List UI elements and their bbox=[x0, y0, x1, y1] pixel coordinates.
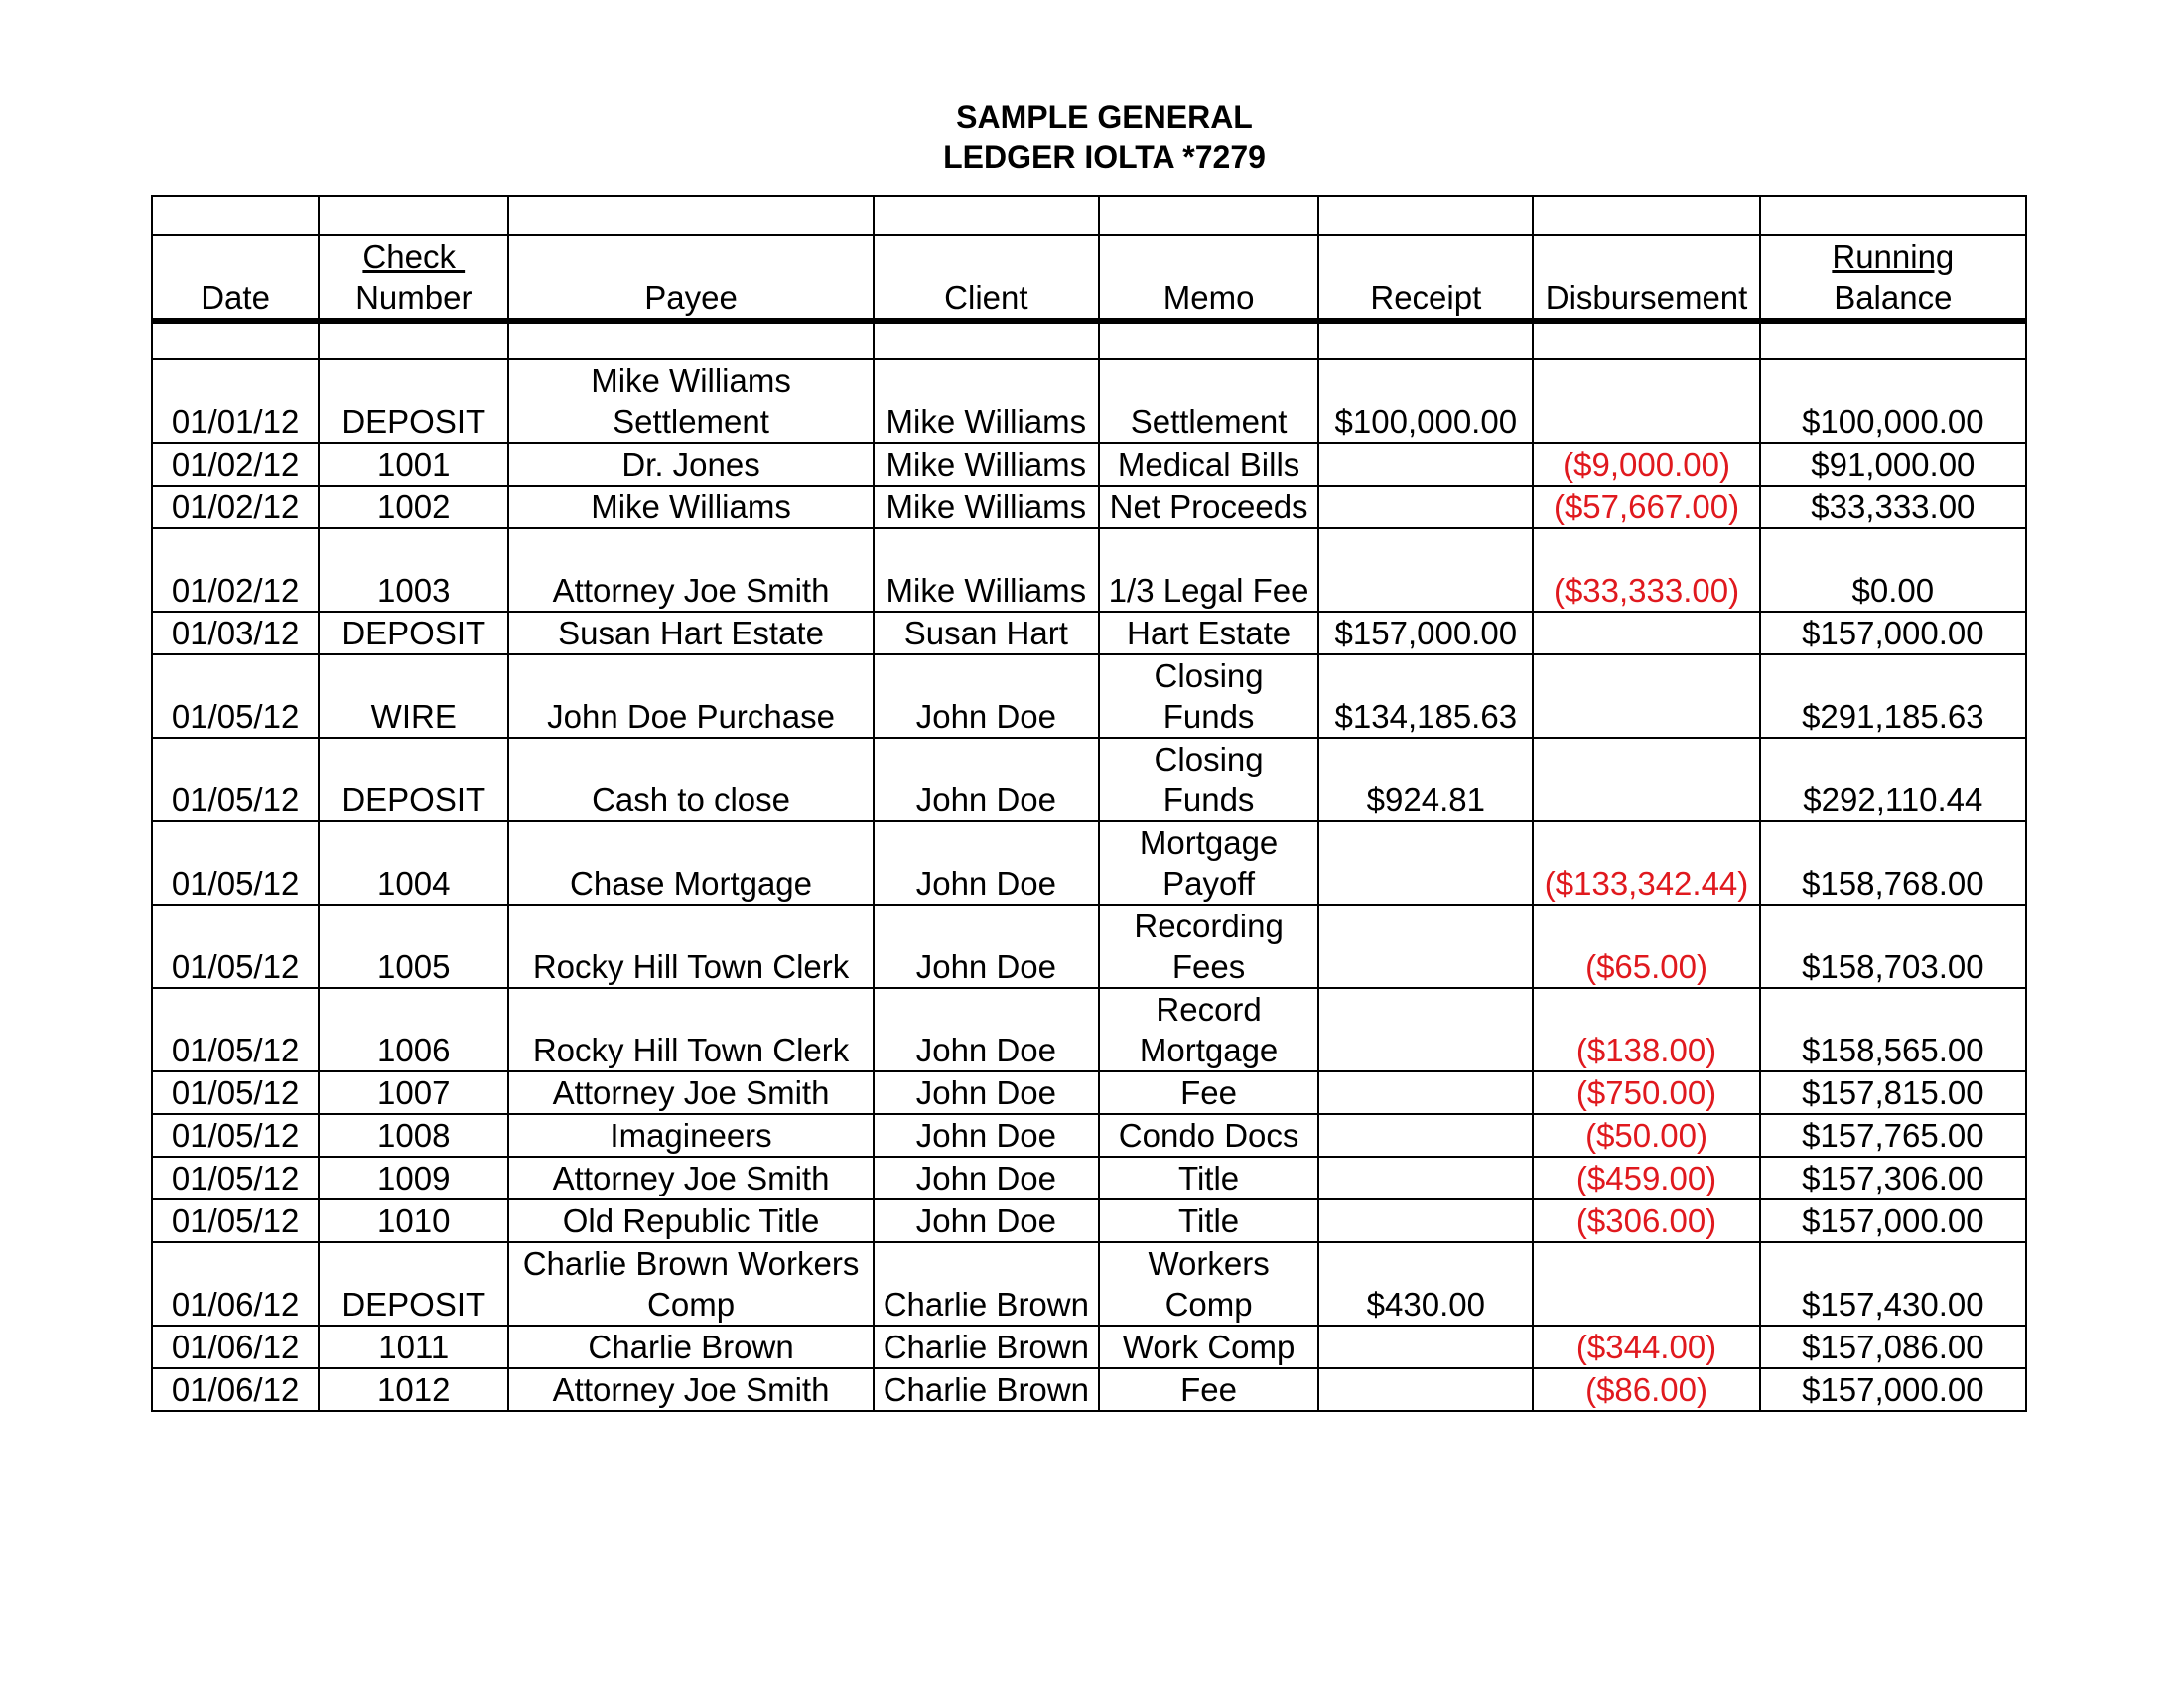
cell-check: DEPOSIT bbox=[319, 612, 508, 654]
cell-payee bbox=[508, 905, 873, 988]
cell-memo bbox=[1099, 1071, 1318, 1114]
cell-date: 01/02/12 bbox=[152, 486, 319, 528]
table-row bbox=[152, 905, 2026, 988]
cell-balance: $157,000.00 bbox=[1760, 1199, 2026, 1242]
cell-memo-top: Recording bbox=[1134, 908, 1284, 944]
cell-disbursement bbox=[1533, 1242, 1759, 1326]
cell-memo-text: Hart Estate bbox=[1127, 615, 1292, 651]
cell-payee bbox=[508, 1242, 873, 1326]
table-row bbox=[152, 486, 2026, 528]
top-spacer-row bbox=[152, 196, 2026, 235]
cell-payee bbox=[508, 528, 873, 612]
table-row bbox=[152, 359, 2026, 443]
cell-payee bbox=[508, 1326, 873, 1368]
cell-disbursement: ($9,000.00) bbox=[1533, 443, 1759, 486]
cell-balance: $157,000.00 bbox=[1760, 1368, 2026, 1411]
cell-payee-text: Comp bbox=[647, 1286, 736, 1323]
cell-check: 1008 bbox=[319, 1114, 508, 1157]
cell-balance: $157,086.00 bbox=[1760, 1326, 2026, 1368]
header-date: Date bbox=[152, 235, 319, 321]
cell-receipt bbox=[1318, 1368, 1533, 1411]
cell-check: 1012 bbox=[319, 1368, 508, 1411]
cell-memo-text: Title bbox=[1178, 1202, 1240, 1239]
cell-receipt: $134,185.63 bbox=[1318, 654, 1533, 738]
cell-payee bbox=[508, 738, 873, 821]
cell-balance: $158,703.00 bbox=[1760, 905, 2026, 988]
cell-balance: $157,306.00 bbox=[1760, 1157, 2026, 1199]
table-row bbox=[152, 988, 2026, 1071]
cell-balance: $158,768.00 bbox=[1760, 821, 2026, 905]
cell-payee bbox=[508, 1368, 873, 1411]
cell-disbursement: ($33,333.00) bbox=[1533, 528, 1759, 612]
cell-receipt bbox=[1318, 821, 1533, 905]
cell-receipt bbox=[1318, 528, 1533, 612]
cell-memo bbox=[1099, 905, 1318, 988]
cell-memo-text: Comp bbox=[1164, 1286, 1253, 1323]
cell-memo-text: Work Comp bbox=[1122, 1329, 1296, 1365]
cell-memo bbox=[1099, 612, 1318, 654]
cell-check: WIRE bbox=[319, 654, 508, 738]
cell-disbursement: ($133,342.44) bbox=[1533, 821, 1759, 905]
cell-payee-text: Attorney Joe Smith bbox=[552, 1371, 830, 1408]
table-row bbox=[152, 1199, 2026, 1242]
cell-client: Charlie Brown bbox=[874, 1368, 1099, 1411]
cell-memo-top: Mortgage bbox=[1139, 824, 1279, 861]
header-client: Client bbox=[874, 235, 1099, 321]
cell-receipt: $100,000.00 bbox=[1318, 359, 1533, 443]
cell-disbursement: ($750.00) bbox=[1533, 1071, 1759, 1114]
cell-client: Susan Hart bbox=[874, 612, 1099, 654]
table-row bbox=[152, 1114, 2026, 1157]
cell-check: 1005 bbox=[319, 905, 508, 988]
cell-memo-text: Net Proceeds bbox=[1109, 489, 1308, 525]
cell-memo-top: Closing bbox=[1154, 741, 1264, 777]
cell-payee-top: Charlie Brown Workers bbox=[522, 1245, 860, 1282]
title-line-1: SAMPLE GENERAL bbox=[956, 99, 1253, 135]
cell-memo bbox=[1099, 1242, 1318, 1326]
cell-memo-text: 1/3 Legal Fee bbox=[1108, 572, 1309, 609]
cell-payee-text: Rocky Hill Town Clerk bbox=[532, 948, 850, 985]
cell-receipt bbox=[1318, 1199, 1533, 1242]
cell-receipt bbox=[1318, 486, 1533, 528]
ledger-title bbox=[0, 97, 2184, 177]
header-running-bottom: Balance bbox=[1834, 279, 1953, 316]
cell-date: 01/02/12 bbox=[152, 443, 319, 486]
cell-check: 1006 bbox=[319, 988, 508, 1071]
cell-date: 01/05/12 bbox=[152, 988, 319, 1071]
cell-memo bbox=[1099, 443, 1318, 486]
cell-disbursement: ($65.00) bbox=[1533, 905, 1759, 988]
cell-payee bbox=[508, 443, 873, 486]
cell-client: John Doe bbox=[874, 1157, 1099, 1199]
header-disbursement: Disbursement bbox=[1533, 235, 1759, 321]
cell-disbursement bbox=[1533, 359, 1759, 443]
cell-receipt: $157,000.00 bbox=[1318, 612, 1533, 654]
table-row bbox=[152, 443, 2026, 486]
header-payee: Payee bbox=[508, 235, 873, 321]
cell-receipt bbox=[1318, 1326, 1533, 1368]
cell-client: Mike Williams bbox=[874, 359, 1099, 443]
cell-memo-text: Payoff bbox=[1162, 865, 1256, 902]
cell-receipt: $430.00 bbox=[1318, 1242, 1533, 1326]
cell-check: 1009 bbox=[319, 1157, 508, 1199]
cell-memo-text: Fee bbox=[1180, 1074, 1238, 1111]
cell-payee bbox=[508, 821, 873, 905]
cell-date: 01/05/12 bbox=[152, 1199, 319, 1242]
cell-date: 01/05/12 bbox=[152, 738, 319, 821]
cell-date: 01/02/12 bbox=[152, 528, 319, 612]
table-row bbox=[152, 1326, 2026, 1368]
cell-disbursement: ($57,667.00) bbox=[1533, 486, 1759, 528]
cell-memo bbox=[1099, 738, 1318, 821]
cell-payee bbox=[508, 612, 873, 654]
cell-payee bbox=[508, 1114, 873, 1157]
cell-payee-text: Attorney Joe Smith bbox=[552, 1074, 830, 1111]
cell-payee bbox=[508, 1157, 873, 1199]
cell-receipt bbox=[1318, 443, 1533, 486]
cell-receipt bbox=[1318, 1071, 1533, 1114]
cell-balance: $0.00 bbox=[1760, 528, 2026, 612]
cell-disbursement: ($138.00) bbox=[1533, 988, 1759, 1071]
cell-client: Mike Williams bbox=[874, 443, 1099, 486]
cell-memo-top: Closing bbox=[1154, 657, 1264, 694]
header-memo: Memo bbox=[1099, 235, 1318, 321]
table-row bbox=[152, 738, 2026, 821]
cell-disbursement bbox=[1533, 738, 1759, 821]
cell-receipt bbox=[1318, 905, 1533, 988]
cell-balance: $291,185.63 bbox=[1760, 654, 2026, 738]
cell-disbursement bbox=[1533, 612, 1759, 654]
cell-disbursement: ($50.00) bbox=[1533, 1114, 1759, 1157]
cell-check: 1003 bbox=[319, 528, 508, 612]
cell-date: 01/05/12 bbox=[152, 905, 319, 988]
cell-client: John Doe bbox=[874, 1071, 1099, 1114]
cell-memo-text: Funds bbox=[1162, 698, 1255, 735]
cell-memo bbox=[1099, 654, 1318, 738]
cell-payee-text: Susan Hart Estate bbox=[558, 615, 824, 651]
cell-payee-top: Mike Williams bbox=[591, 362, 791, 399]
cell-balance: $157,430.00 bbox=[1760, 1242, 2026, 1326]
cell-payee bbox=[508, 988, 873, 1071]
cell-balance: $91,000.00 bbox=[1760, 443, 2026, 486]
cell-balance: $292,110.44 bbox=[1760, 738, 2026, 821]
cell-client: John Doe bbox=[874, 654, 1099, 738]
cell-payee-text: Chase Mortgage bbox=[570, 865, 813, 902]
cell-check: 1001 bbox=[319, 443, 508, 486]
cell-check: 1011 bbox=[319, 1326, 508, 1368]
cell-check: 1004 bbox=[319, 821, 508, 905]
header-spacer-row bbox=[152, 321, 2026, 359]
cell-memo bbox=[1099, 1157, 1318, 1199]
cell-client: John Doe bbox=[874, 1114, 1099, 1157]
cell-memo bbox=[1099, 988, 1318, 1071]
cell-date: 01/05/12 bbox=[152, 821, 319, 905]
cell-date: 01/05/12 bbox=[152, 1114, 319, 1157]
cell-check: DEPOSIT bbox=[319, 738, 508, 821]
cell-client: Charlie Brown bbox=[874, 1242, 1099, 1326]
cell-memo-text: Condo Docs bbox=[1118, 1117, 1299, 1154]
table-row bbox=[152, 528, 2026, 612]
header-check-bottom: Number bbox=[355, 279, 473, 316]
cell-payee-text: Attorney Joe Smith bbox=[552, 572, 830, 609]
cell-memo-text: Medical Bills bbox=[1117, 446, 1300, 483]
cell-client: Mike Williams bbox=[874, 528, 1099, 612]
cell-date: 01/01/12 bbox=[152, 359, 319, 443]
cell-client: John Doe bbox=[874, 1199, 1099, 1242]
cell-balance: $158,565.00 bbox=[1760, 988, 2026, 1071]
header-row bbox=[152, 235, 2026, 321]
cell-payee-text: John Doe Purchase bbox=[547, 698, 835, 735]
cell-payee bbox=[508, 359, 873, 443]
cell-memo-top: Record bbox=[1156, 991, 1262, 1028]
cell-balance: $157,000.00 bbox=[1760, 612, 2026, 654]
cell-date: 01/06/12 bbox=[152, 1242, 319, 1326]
cell-memo-top: Workers bbox=[1148, 1245, 1270, 1282]
cell-payee-text: Attorney Joe Smith bbox=[552, 1160, 830, 1196]
cell-memo bbox=[1099, 359, 1318, 443]
cell-disbursement: ($306.00) bbox=[1533, 1199, 1759, 1242]
ledger-table bbox=[151, 195, 2027, 1412]
cell-date: 01/06/12 bbox=[152, 1368, 319, 1411]
cell-check: DEPOSIT bbox=[319, 359, 508, 443]
cell-disbursement: ($86.00) bbox=[1533, 1368, 1759, 1411]
cell-memo-text: Funds bbox=[1162, 781, 1255, 818]
cell-memo bbox=[1099, 1114, 1318, 1157]
cell-receipt bbox=[1318, 1114, 1533, 1157]
cell-memo-text: Fee bbox=[1180, 1371, 1238, 1408]
cell-receipt bbox=[1318, 1157, 1533, 1199]
header-check-top: Check bbox=[362, 238, 466, 275]
cell-memo-text: Settlement bbox=[1130, 403, 1288, 440]
table-row bbox=[152, 1071, 2026, 1114]
cell-receipt: $924.81 bbox=[1318, 738, 1533, 821]
cell-client: John Doe bbox=[874, 738, 1099, 821]
cell-payee-text: Dr. Jones bbox=[621, 446, 760, 483]
cell-receipt bbox=[1318, 988, 1533, 1071]
header-check-number bbox=[319, 235, 508, 321]
cell-balance: $100,000.00 bbox=[1760, 359, 2026, 443]
cell-client: Charlie Brown bbox=[874, 1326, 1099, 1368]
cell-date: 01/06/12 bbox=[152, 1326, 319, 1368]
cell-client: John Doe bbox=[874, 905, 1099, 988]
cell-check: DEPOSIT bbox=[319, 1242, 508, 1326]
cell-payee bbox=[508, 1071, 873, 1114]
cell-balance: $33,333.00 bbox=[1760, 486, 2026, 528]
cell-memo bbox=[1099, 486, 1318, 528]
table-row bbox=[152, 821, 2026, 905]
cell-memo bbox=[1099, 1368, 1318, 1411]
cell-payee bbox=[508, 486, 873, 528]
cell-memo bbox=[1099, 821, 1318, 905]
cell-memo-text: Title bbox=[1178, 1160, 1240, 1196]
cell-payee-text: Old Republic Title bbox=[562, 1202, 820, 1239]
cell-payee bbox=[508, 654, 873, 738]
title-line-2: LEDGER IOLTA *7279 bbox=[943, 139, 1266, 175]
cell-check: 1002 bbox=[319, 486, 508, 528]
table-row bbox=[152, 654, 2026, 738]
cell-balance: $157,765.00 bbox=[1760, 1114, 2026, 1157]
header-running-balance bbox=[1760, 235, 2026, 321]
header-running-top: Running bbox=[1832, 238, 1955, 275]
table-row bbox=[152, 1242, 2026, 1326]
cell-check: 1010 bbox=[319, 1199, 508, 1242]
header-receipt: Receipt bbox=[1318, 235, 1533, 321]
cell-payee bbox=[508, 1199, 873, 1242]
cell-date: 01/03/12 bbox=[152, 612, 319, 654]
table-row bbox=[152, 1157, 2026, 1199]
cell-client: John Doe bbox=[874, 988, 1099, 1071]
cell-date: 01/05/12 bbox=[152, 1157, 319, 1199]
cell-memo bbox=[1099, 1199, 1318, 1242]
cell-disbursement: ($459.00) bbox=[1533, 1157, 1759, 1199]
cell-balance: $157,815.00 bbox=[1760, 1071, 2026, 1114]
cell-date: 01/05/12 bbox=[152, 1071, 319, 1114]
cell-memo-text: Mortgage bbox=[1139, 1032, 1279, 1068]
cell-payee-text: Imagineers bbox=[610, 1117, 772, 1154]
cell-payee-text: Cash to close bbox=[592, 781, 791, 818]
cell-client: Mike Williams bbox=[874, 486, 1099, 528]
table-row bbox=[152, 1368, 2026, 1411]
cell-client: John Doe bbox=[874, 821, 1099, 905]
table-row bbox=[152, 612, 2026, 654]
cell-memo-text: Fees bbox=[1171, 948, 1246, 985]
cell-date: 01/05/12 bbox=[152, 654, 319, 738]
cell-check: 1007 bbox=[319, 1071, 508, 1114]
cell-payee-text: Charlie Brown bbox=[588, 1329, 794, 1365]
cell-disbursement: ($344.00) bbox=[1533, 1326, 1759, 1368]
cell-disbursement bbox=[1533, 654, 1759, 738]
cell-memo bbox=[1099, 528, 1318, 612]
cell-memo bbox=[1099, 1326, 1318, 1368]
cell-payee-text: Rocky Hill Town Clerk bbox=[532, 1032, 850, 1068]
cell-payee-text: Settlement bbox=[613, 403, 769, 440]
cell-payee-text: Mike Williams bbox=[591, 489, 791, 525]
